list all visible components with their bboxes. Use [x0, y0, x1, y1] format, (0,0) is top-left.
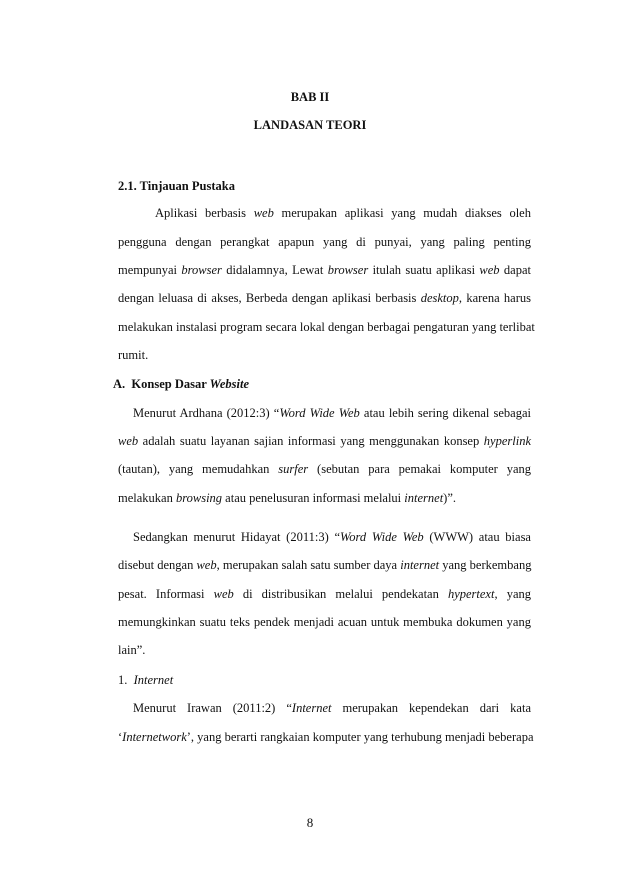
paragraph-line [118, 586, 531, 602]
paragraph-line [118, 319, 535, 335]
subsection-1-heading [118, 672, 173, 688]
subsection-a-title: Konsep Dasar [131, 377, 210, 391]
chapter-title: LANDASAN TEORI [253, 118, 367, 132]
text-run: pengguna dengan perangkat apapun yang di punyai, yang paling penting [118, 235, 531, 249]
text-run: disebut dengan [118, 558, 197, 572]
italic-term: web [196, 558, 217, 572]
italic-term: Word Wide Web [340, 530, 424, 544]
paragraph-line [118, 729, 534, 745]
text-run: )”. [443, 491, 457, 505]
italic-term: hypertext [447, 587, 495, 601]
italic-term: browser [327, 263, 369, 277]
section-title: Tinjauan Pustaka [139, 179, 235, 193]
italic-term: desktop [420, 291, 459, 305]
text-run: (WWW) atau biasa [423, 530, 531, 544]
page-number: 8 [306, 815, 314, 830]
text-run: , karena harus [458, 291, 531, 305]
section-number: 2.1. [118, 179, 137, 193]
italic-term: Internet [291, 701, 332, 715]
text-run: merupakan kependekan dari kata [331, 701, 531, 715]
text-run: (sebutan para pemakai komputer yang [308, 462, 531, 476]
text-run: itulah suatu aplikasi [368, 263, 480, 277]
text-run: , merupakan salah satu sumber daya [216, 558, 401, 572]
paragraph-line [118, 614, 531, 630]
text-run: melakukan instalasi program secara lokal dengan berbagai pengaturan yang terlibat [118, 320, 535, 334]
subsection-a-heading [113, 376, 249, 392]
subsection-1-marker: 1. [118, 673, 128, 687]
text-run: didalamnya, Lewat [221, 263, 328, 277]
text-run: dengan leluasa di akses, Berbeda dengan aplikasi berbasis [118, 291, 421, 305]
text-run: ’, yang berarti rangkaian komputer yang terhubung menjadi beberapa [186, 730, 534, 744]
paragraph-line [118, 642, 531, 658]
italic-term: internet [400, 558, 440, 572]
italic-term: Word Wide Web [279, 406, 360, 420]
paragraph-line [118, 490, 531, 506]
text-run: yang berkembang [439, 558, 532, 572]
italic-term: web [479, 263, 500, 277]
paragraph-line [118, 290, 531, 306]
text-run: atau penelusuran informasi melalui [222, 491, 405, 505]
italic-term: web [253, 206, 274, 220]
paragraph-line [118, 234, 531, 250]
paragraph-line [133, 405, 531, 421]
italic-term: web [118, 434, 139, 448]
italic-term: surfer [278, 462, 309, 476]
text-run: merupakan aplikasi yang mudah diakses oleh [273, 206, 531, 220]
text-run: adalah suatu layanan sajian informasi yang menggunakan konsep [138, 434, 484, 448]
text-run: di distribusikan melalui pendekatan [233, 587, 448, 601]
paragraph-line [118, 461, 531, 477]
text-run: lain”. [118, 643, 146, 657]
italic-term: browser [181, 263, 222, 277]
paragraph-line [155, 205, 531, 221]
text-run: rumit. [118, 348, 149, 362]
chapter-number: BAB II [290, 90, 330, 104]
paragraph-line [118, 557, 531, 573]
subsection-1-title: Internet [133, 673, 174, 687]
paragraph-line [118, 347, 531, 363]
italic-term: internet [404, 491, 444, 505]
text-run: Menurut Ardhana (2012:3) “ [133, 406, 280, 420]
section-heading [118, 178, 235, 194]
subsection-a-marker: A. [113, 377, 126, 391]
paragraph-line [118, 433, 531, 449]
text-run: (tautan), yang memudahkan [118, 462, 279, 476]
italic-term: web [213, 587, 234, 601]
text-run: Aplikasi berbasis [155, 206, 254, 220]
subsection-a-title-italic: Website [209, 377, 250, 391]
text-run: Menurut Irawan (2011:2) “ [133, 701, 292, 715]
text-run: ‘ [118, 730, 123, 744]
text-run: memungkinkan suatu teks pendek menjadi acuan untuk membuka dokumen yang [118, 615, 531, 629]
italic-term: hyperlink [483, 434, 531, 448]
text-run: Sedangkan menurut Hidayat (2011:3) “ [133, 530, 341, 544]
text-run: , yang [494, 587, 531, 601]
text-run: melakukan [118, 491, 176, 505]
text-run: dapat [499, 263, 532, 277]
text-run: pesat. Informasi [118, 587, 214, 601]
paragraph-line [133, 700, 531, 716]
italic-term: Internetwork [122, 730, 187, 744]
text-run: atau lebih sering dikenal sebagai [359, 406, 531, 420]
text-run: mempunyai [118, 263, 182, 277]
paragraph-line [118, 262, 531, 278]
paragraph-line [133, 529, 531, 545]
italic-term: browsing [175, 491, 223, 505]
